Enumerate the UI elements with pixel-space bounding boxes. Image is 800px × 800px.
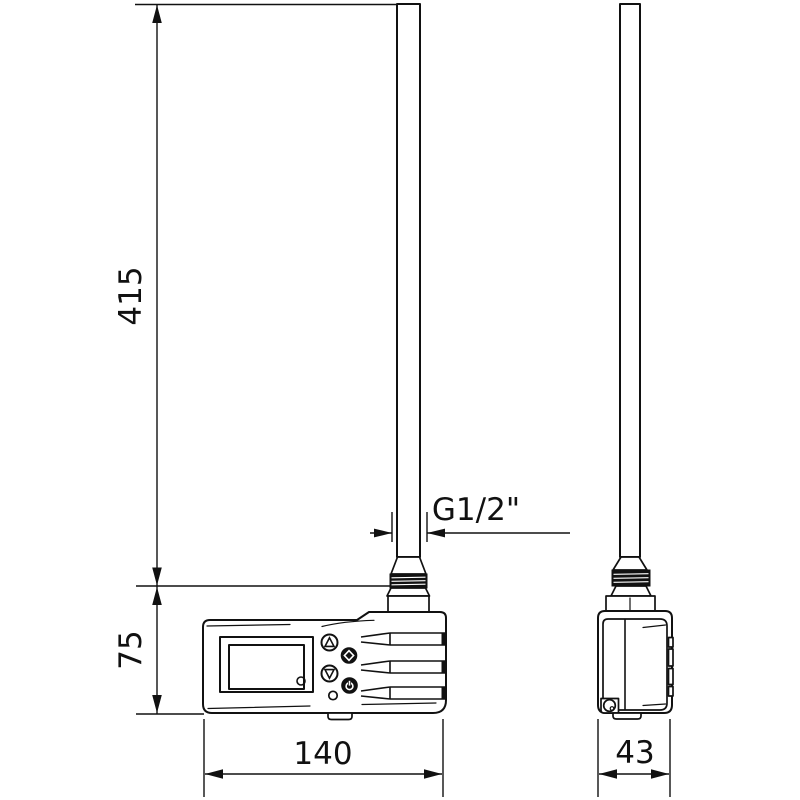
dimension-140	[204, 719, 443, 797]
dimension-43	[598, 719, 670, 797]
rod-taper-front	[391, 557, 426, 574]
collar-side	[611, 586, 651, 596]
enter-button	[341, 648, 357, 664]
indicator-dot	[329, 691, 337, 699]
heating-rod-front	[397, 4, 420, 557]
side-clips	[669, 638, 674, 697]
mounting-tab-front	[328, 713, 352, 720]
dimension-415	[113, 5, 420, 586]
side-view	[598, 4, 673, 719]
dim-label-415: 415	[113, 266, 149, 326]
screw	[601, 699, 619, 714]
collar-front	[387, 588, 430, 596]
flange-front	[388, 596, 429, 612]
dim-label-75: 75	[113, 630, 149, 670]
dim-label-thread: G1/2"	[431, 492, 521, 528]
side-cover-panel	[603, 619, 667, 710]
front-view	[203, 4, 447, 720]
display	[220, 637, 313, 692]
down-button	[322, 666, 338, 682]
thread-front	[390, 574, 427, 588]
heating-rod-side	[620, 4, 640, 557]
power-button	[342, 678, 358, 694]
mounting-tab-side	[613, 713, 641, 719]
thread-side	[612, 570, 650, 586]
rod-taper-side	[613, 557, 647, 570]
up-button	[322, 635, 338, 651]
dim-label-43: 43	[615, 735, 655, 771]
dim-label-140: 140	[293, 736, 353, 772]
